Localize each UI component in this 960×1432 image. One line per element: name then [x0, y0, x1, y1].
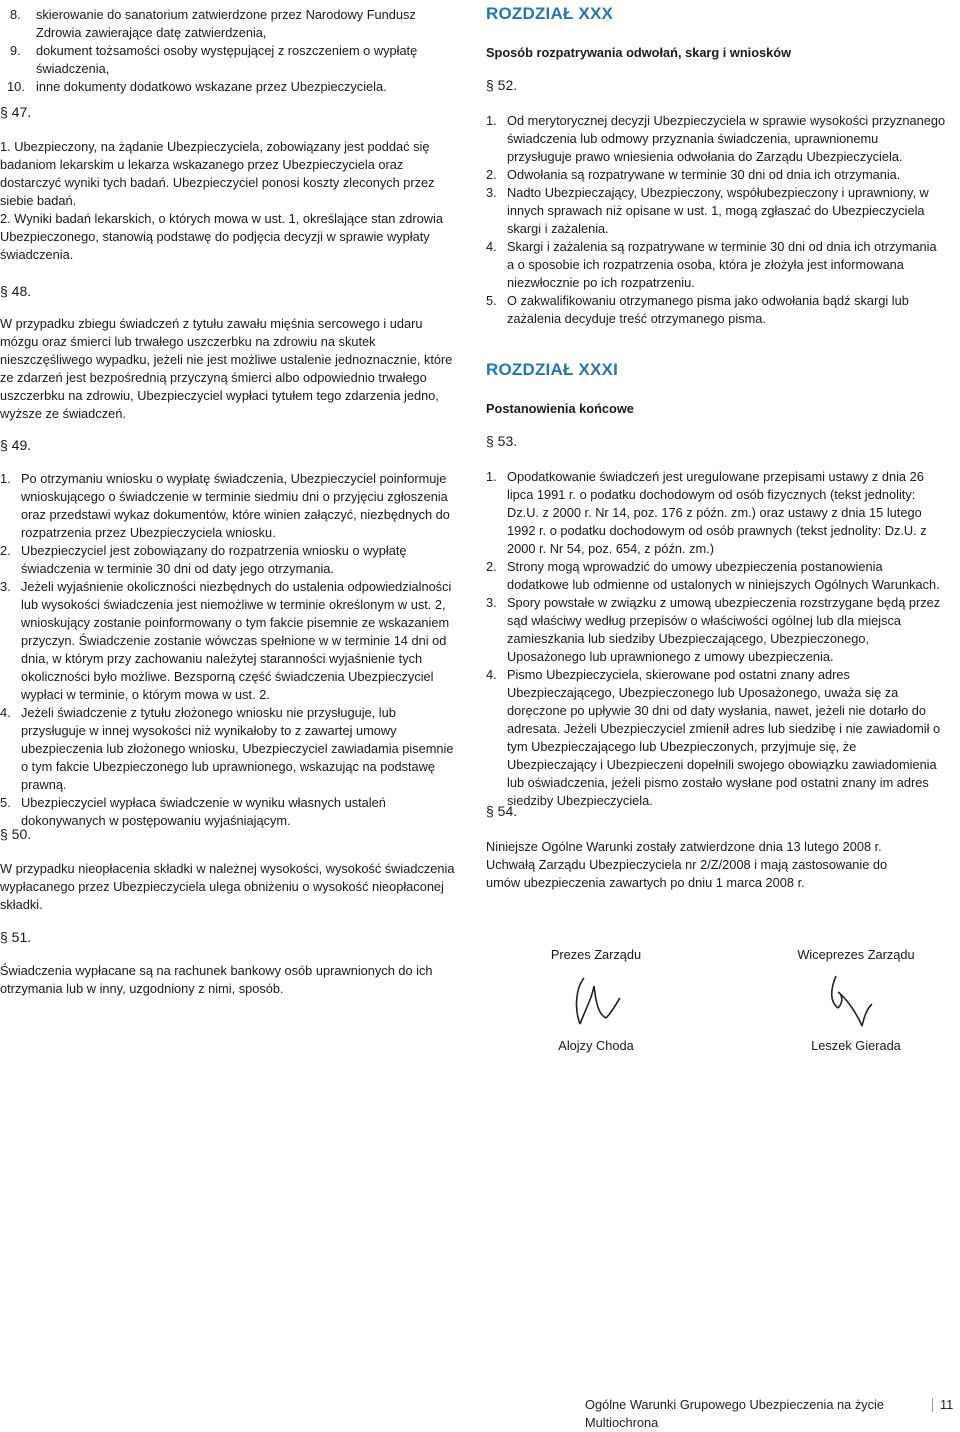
list-item: 10. inne dokumenty dodatkowo wskazane przez Ubezpieczyciela. [7, 79, 387, 94]
list-item: 3. Nadto Ubezpieczający, Ubezpieczony, współubezpieczony i uprawniony, w innych sprawach niż opisane w ust. 1, mogą zgłaszać do Ubezpieczyciela skargi i zażalenia. [486, 185, 929, 236]
signature-name-left: Alojzy Choda [558, 1038, 634, 1053]
list-item: 1. Opodatkowanie świadczeń jest uregulowane przepisami ustawy z dnia 26 lipca 1991 r. o podatku dochodowym od osób fizycznych (tekst jednolity: Dz.U. z 2000 r. Nr 14, poz. 176 z późn. zm.) oraz ustawy z dnia 15 lutego 1992 r. o podatku dochodowym od osób prawnych (tekst jednolity: Dz.U. z 2000 r. Nr 54, poz. 654, z późn. zm.) [486, 469, 927, 556]
signature-handwriting-left [546, 968, 666, 1034]
footer-title: Ogólne Warunki Grupowego Ubezpieczenia na życie Multiochrona [585, 1397, 884, 1430]
section-53-body [486, 468, 946, 810]
section-50-body [0, 860, 460, 914]
section-54-body [486, 838, 906, 892]
list-item: 2. Odwołania są rozpatrywane w terminie 30 dni od dnia ich otrzymania. [486, 167, 901, 182]
signature-handwriting-right [816, 968, 906, 1034]
section-heading-51: § 51. [0, 929, 32, 945]
paragraph: W przypadku zbiegu świadczeń z tytułu zawału mięśnia sercowego i udaru mózgu oraz śmierci lub trwałego uszczerbku na zdrowiu na skutek nieszczęśliwego wypadku, jeżeli nie jest możliwe ustalenie jednoznacznie, które ze zdarzeń jest bezpośrednią przyczyną śmierci albo odpowiednio trwałego uszczerbku na zdrowiu, Ubezpieczyciel wypłaci tytułem tego zdarzenia jedno, wyższe ze świadczeń. [0, 316, 453, 421]
list-item: 4. Pismo Ubezpieczyciela, skierowane pod ostatni znany adres Ubezpieczającego, Ubezpieczonego lub Uposażonego, uważa się za doręczone po upływie 30 dni od daty wysłania, nawet, jeżeli nie dotarło do adresata. Jeżeli Ubezpieczyciel zmienił adres lub siedzibę i nie zawiadomił o tym Ubezpieczającego lub Ubezpieczonych, przyjmuje się, że Ubezpieczający i Ubezpieczeni dopełnili swojego obowiązku zawiadomienia lub oświadczenia, jeżeli pismo zostało wysłane pod ostatni znany im adres siedziby Ubezpieczyciela. [486, 667, 941, 808]
list-item: 2. Wyniki badań lekarskich, o których mowa w ust. 1, określające stan zdrowia Ubezpieczonego, stanowią podstawę do podjęcia decyzji w sprawie wypłaty świadczenia. [0, 211, 444, 262]
list-item: 5. Ubezpieczyciel wypłaca świadczenie w wyniku własnych ustaleń dokonywanych w postępowaniu wyjaśniającym. [0, 795, 386, 828]
paragraph: Niniejsze Ogólne Warunki zostały zatwierdzone dnia 13 lutego 2008 r. Uchwałą Zarządu Ubezpieczyciela nr 2/Z/2008 i mają zastosowanie do umów ubezpieczenia zawartych po dniu 1 marca 2008 r. [486, 839, 888, 890]
chapter-subtitle-31: Postanowienia końcowe [486, 401, 634, 416]
section-heading-54: § 54. [486, 803, 518, 819]
page-number: 11 [940, 1397, 954, 1412]
document-list-continued [7, 6, 460, 96]
list-item: 8. skierowanie do sanatorium zatwierdzone przez Narodowy Fundusz Zdrowia zawierające datę zatwierdzenia, [10, 7, 416, 40]
paragraph: Świadczenia wypłacane są na rachunek bankowy osób uprawnionych do ich otrzymania lub w inny, uzgodniony z nimi, sposób. [0, 963, 433, 996]
list-item: 2. Ubezpieczyciel jest zobowiązany do rozpatrzenia wniosku o wypłatę świadczenia w terminie 30 dni od daty jego otrzymania. [0, 543, 407, 576]
list-item: 5. O zakwalifikowaniu otrzymanego pisma jako odwołania bądź skargi lub zażalenia decyduje treść otrzymanego pisma. [486, 293, 909, 326]
signature-name-right: Leszek Gierada [811, 1038, 901, 1053]
list-item: 9. dokument tożsamości osoby występującej z roszczeniem o wypłatę świadczenia, [10, 43, 418, 76]
list-item: 2. Strony mogą wprowadzić do umowy ubezpieczenia postanowienia dodatkowe lub odmienne od ustalonych w niniejszych Ogólnych Warunkach. [486, 559, 940, 592]
signature-role-right: Wiceprezes Zarządu [797, 947, 915, 962]
section-49-body [0, 470, 460, 830]
signature-role-left: Prezes Zarządu [550, 947, 642, 962]
footer-divider [932, 1398, 933, 1412]
section-heading-49: § 49. [0, 437, 32, 453]
list-item: 3. Jeżeli wyjaśnienie okoliczności niezbędnych do ustalenia odpowiedzialności lub wysokości świadczenia jest niemożliwe w terminie określonym w ust. 2, wnioskujący zostanie poinformowany o tym fakcie pisemnie ze wskazaniem przyczyn. Świadczenie zostanie wówczas spełnione w w terminie 14 dni od dnia, w którym przy zachowaniu należytej staranności wyjaśnienie tych okoliczności było możliwe. Bezsporną część świadczenia Ubezpieczyciel wypłaci w terminie, o którym mowa w ust. 2. [0, 579, 452, 702]
chapter-title-30: ROZDZIAŁ XXX [486, 4, 614, 23]
list-item: 1. Po otrzymaniu wniosku o wypłatę świadczenia, Ubezpieczyciel poinformuje wnioskującego o świadczenie w terminie siedmiu dni o przyjęciu zgłoszenia oraz przedstawi wykaz dokumentów, które winien załączyć, niezbędnych do rozpatrzenia przez Ubezpieczyciela wniosku. [0, 471, 450, 540]
list-item: 4. Skargi i zażalenia są rozpatrywane w terminie 30 dni od dnia ich otrzymania a o sposobie ich rozpatrzenia osoba, która je złożyła jest informowana niezwłocznie po ich rozpatrzeniu. [486, 239, 937, 290]
list-item: 4. Jeżeli świadczenie z tytułu złożonego wniosku nie przysługuje, lub przysługuje w innej wysokości niż wynikałoby to z zawartej umowy ubezpieczenia lub złożonego wniosku, Ubezpieczyciel zawiadamia pisemnie o tym fakcie Ubezpieczonego lub uprawnionego, wskazując na podstawę prawną. [0, 705, 454, 792]
section-48-body [0, 315, 460, 423]
section-47-body [0, 138, 448, 264]
section-heading-48: § 48. [0, 283, 32, 299]
section-heading-52: § 52. [486, 77, 518, 93]
list-item: 3. Spory powstałe w związku z umową ubezpieczenia rozstrzygane będą przez sąd właściwy według przepisów o właściwości ogólnej lub dla miejsca zamieszkania lub siedziby Ubezpieczającego, Ubezpieczonego, Uposażonego lub uprawnionego z umowy ubezpieczenia. [486, 595, 941, 664]
section-heading-50: § 50. [0, 826, 32, 842]
section-52-body [486, 112, 946, 328]
chapter-title-31: ROZDZIAŁ XXXI [486, 360, 618, 379]
list-item: 1. Od merytorycznej decyzji Ubezpieczyciela w sprawie wysokości przyznanego świadczenia lub odmowy przyznania świadczenia, uprawnionemu przysługuje prawo wniesienia odwołania do Zarządu Ubezpieczyciela. [486, 113, 946, 164]
paragraph: W przypadku nieopłacenia składki w należnej wysokości, wysokość świadczenia wypłacanego przez Ubezpieczyciela ulega obniżeniu o wysokość nieopłaconej składki. [0, 861, 455, 912]
list-item: 1. Ubezpieczony, na żądanie Ubezpieczyciela, zobowiązany jest poddać się badaniom lekarskim u lekarza wskazanego przez Ubezpieczyciela oraz dostarczyć wyniki tych badań. Ubezpieczyciel ponosi koszty zleconych przez siebie badań. [0, 139, 435, 208]
section-heading-47: § 47. [0, 104, 32, 120]
section-51-body [0, 962, 460, 998]
chapter-subtitle-30: Sposób rozpatrywania odwołań, skarg i wniosków [486, 45, 792, 60]
section-heading-53: § 53. [486, 433, 518, 449]
